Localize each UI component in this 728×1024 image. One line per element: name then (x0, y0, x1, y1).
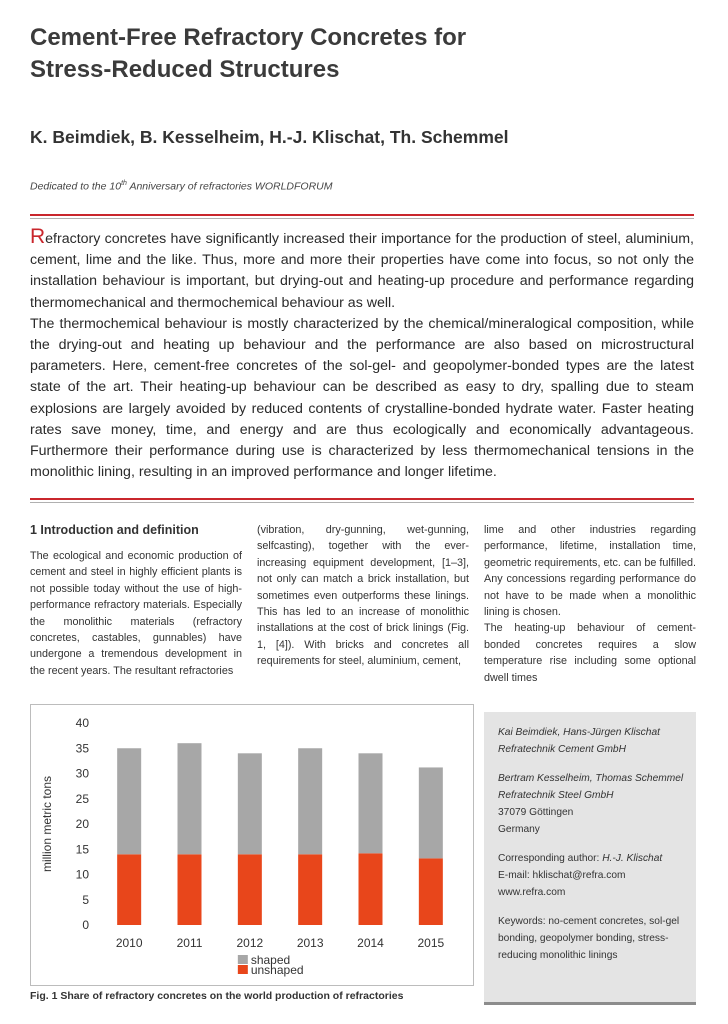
postal-city: 37079 Göttingen (498, 807, 574, 818)
bar-shaped-2012 (238, 753, 262, 854)
bar-unshaped-2013 (298, 854, 322, 925)
dedication-text: Dedicated to the 10 (30, 180, 122, 193)
drop-cap: R (30, 225, 46, 248)
body-paragraph: (vibration, dry-gunning, wet-gunning, selfcasting), together with the ever-increasing equipment development, [1–3], not only can match a brick installation, but sometimes even outperforms these linings. This has led to an increase of monolithic installations at the cost of brick linings (Fig. 1, [4]). With bricks and concretes all requirements for steel, aluminium, cement, (257, 524, 469, 668)
y-tick-label: 5 (82, 892, 89, 907)
figure-caption (30, 990, 403, 1002)
affiliation-1: Refratechnik Cement GmbH (498, 744, 626, 755)
article-title: Cement-Free Refractory Concretes for Stress-Reduced Structures (30, 24, 467, 83)
x-tick-label: 2012 (236, 936, 264, 950)
legend-swatch-unshaped (238, 965, 248, 974)
website: www.refra.com (498, 887, 566, 898)
y-axis-label: million metric tons (40, 775, 54, 873)
x-tick-label: 2011 (176, 936, 203, 950)
keywords: Keywords: no-cement concretes, sol-gel bonding, geopolymer bonding, stress-reducing monolithic linings (498, 916, 680, 961)
body-paragraph: The ecological and economic production of cement and steel in highly efficient plants is not possible today without the use of high-performance refractory materials. Especially the monolithic materials (refractory concretes, castables, gunnables) have undergone a tremendous development in the recent years. The resultant refractories (30, 550, 242, 677)
body-column-3 (484, 522, 696, 686)
y-tick-label: 15 (75, 842, 89, 857)
figure-label: Fig. 1 (30, 990, 58, 1002)
figure-1-chart (30, 704, 474, 986)
author-list: K. Beimdiek, B. Kesselheim, H.-J. Klischat, Th. Schemmel (30, 127, 509, 147)
dedication-text-end: Anniversary of refractories WORLDFORUM (126, 180, 333, 193)
bar-chart (31, 705, 473, 985)
abstract-paragraph-2: The thermochemical behaviour is mostly characterized by the chemical/mineralogical composition, while the drying-out and heating up behaviour and the performance are also based on microstructural parameters. Here, cement-free concretes of the sol-gel- and geopolymer-bonded types are the latest state of the art. Their heating-up behaviour can be described as easy to dry, spalling due to steam explosions are largely avoided by reduced contents of crystalline-bonded hydrate water. Faster heating rates save money, time, and energy and are thus ecologically and economically advantageous. Furthermore their performance during use is characterized by less thermomechanical tensions in the monolithic lining, resulting in an improved performance and longer lifetime. (30, 315, 694, 481)
dedication-sup: th (121, 180, 127, 187)
abstract-bottom-rule (30, 498, 694, 503)
abstract-paragraph-1 (30, 226, 694, 314)
bar-unshaped-2011 (178, 854, 202, 925)
legend-swatch-shaped (238, 955, 248, 964)
legend-label-shaped: shaped (250, 953, 291, 967)
y-tick-label: 40 (75, 716, 89, 730)
x-tick-label: 2015 (417, 936, 445, 950)
y-tick-label: 0 (82, 918, 89, 932)
bar-shaped-2015 (419, 767, 443, 858)
body-paragraph: lime and other industries regarding performance, lifetime, installation time, geometric requirements, etc. can be fulfilled. Any concessions regarding performance do not have to be made when a monolithic lining is chosen. (484, 524, 696, 619)
dedication (30, 180, 333, 193)
bar-shaped-2010 (117, 748, 141, 854)
y-tick-label: 30 (75, 766, 89, 781)
x-tick-label: 2013 (296, 936, 324, 950)
bar-unshaped-2014 (359, 853, 383, 925)
section-heading: 1 Introduction and definition (30, 523, 199, 537)
body-column-2 (257, 522, 469, 670)
email: E-mail: hklischat@refra.com (498, 870, 626, 881)
bar-shaped-2011 (178, 743, 202, 854)
bar-unshaped-2012 (238, 854, 262, 925)
legend-label-unshaped: unshaped (250, 963, 304, 977)
author-info-box (484, 712, 696, 1005)
abstract-paragraph-1-text: efractory concretes have significantly increased their importance for the production of steel, aluminium, cement, lime and the like. Thus, more and more their properties have come into focus, so not only the installation behaviour is important, but drying-out and heating-up procedure and performance regarding thermomechanical and thermochemical behaviour as well. (30, 231, 694, 311)
author-names-1: Kai Beimdiek, Hans-Jürgen Klischat (498, 727, 660, 738)
x-tick-label: 2014 (357, 936, 384, 950)
corresponding-name: H.-J. Klischat (602, 853, 663, 864)
bar-unshaped-2010 (117, 854, 141, 925)
author-names-2: Bertram Kesselheim, Thomas Schemmel (498, 773, 684, 784)
corresponding-author (498, 850, 690, 867)
body-column-1 (30, 522, 242, 679)
body-paragraph: The heating-up behaviour of cement-bonded concretes requires a slow temperature rise including some optional dwell times (484, 622, 696, 684)
affiliation-2: Refratechnik Steel GmbH (498, 790, 614, 801)
y-tick-label: 35 (75, 741, 89, 756)
bar-unshaped-2015 (419, 858, 443, 925)
country: Germany (498, 824, 540, 835)
figure-caption-text: Share of refractory concretes on the world production of refractories (57, 990, 404, 1002)
y-tick-label: 25 (75, 791, 89, 806)
y-tick-label: 10 (75, 867, 89, 882)
bar-shaped-2013 (298, 748, 322, 854)
x-tick-label: 2010 (115, 936, 143, 950)
y-tick-label: 20 (75, 817, 89, 831)
corresponding-label: Corresponding author: (498, 853, 603, 864)
abstract (30, 226, 694, 483)
bar-shaped-2014 (359, 753, 383, 853)
abstract-top-rule (30, 214, 694, 219)
